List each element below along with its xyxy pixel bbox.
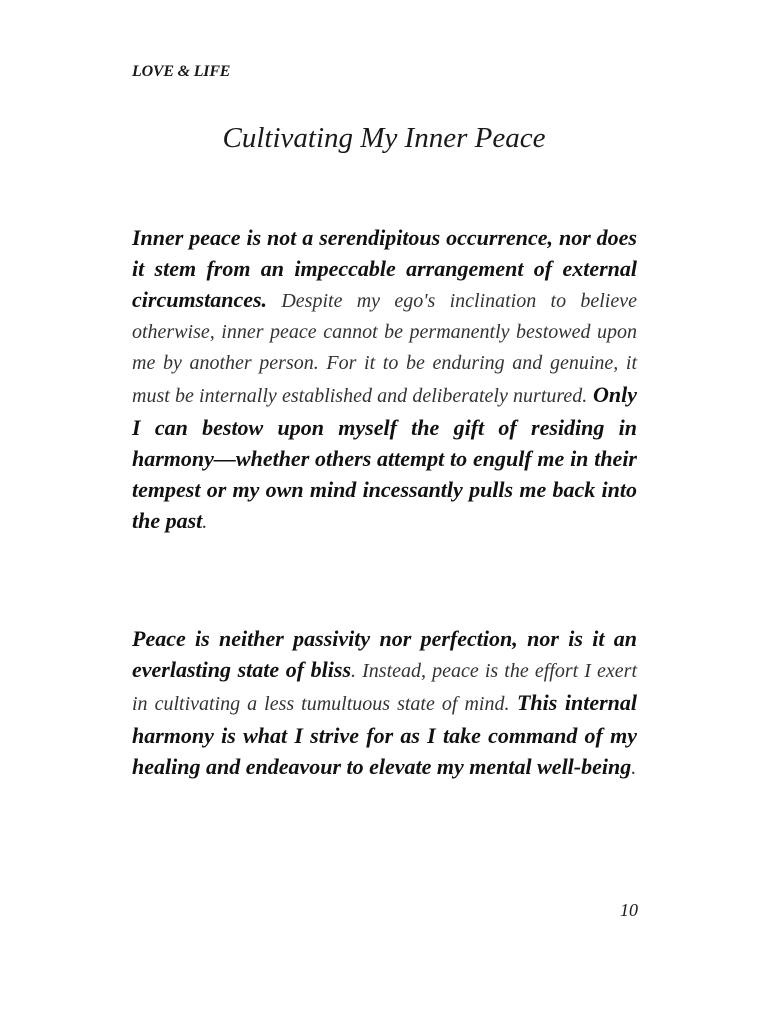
paragraph-2-emphasis-1: Peace is neither passivity nor perfection, nor is it an everlasting state of bliss — [132, 626, 637, 682]
paragraph-1 — [132, 222, 637, 538]
paragraph-1-period: . — [202, 511, 208, 533]
page-title: Cultivating My Inner Peace — [222, 122, 546, 154]
paragraph-2-body-1: . Instead, peace is the effort I exert in cultivating a less tumultuous state of mind. — [132, 660, 637, 715]
running-header: LOVE & LIFE — [132, 63, 231, 80]
paragraph-2 — [132, 623, 637, 784]
page-number: 10 — [620, 900, 638, 920]
paragraph-1-emphasis-1: Inner peace is not a serendipitous occurrence, nor does it stem from an impeccable arrangement of external circumstances. — [132, 225, 637, 312]
paragraph-2-emphasis-2: This internal harmony is what I strive for as I take command of my healing and endeavour to elevate my mental well-being — [132, 690, 637, 779]
paragraph-2-period: . — [631, 757, 637, 779]
paragraph-1-emphasis-2: Only I can bestow upon myself the gift of residing in harmony—whether others attempt to engulf me in their tempest or my own mind incessantly pulls me back into the past — [132, 382, 637, 533]
paragraph-1-body-1: Despite my ego's inclination to believe otherwise, inner peace cannot be permanently bestowed upon me by another person. For it to be enduring and genuine, it must be internally established and deliberately nurtured. — [132, 290, 637, 407]
